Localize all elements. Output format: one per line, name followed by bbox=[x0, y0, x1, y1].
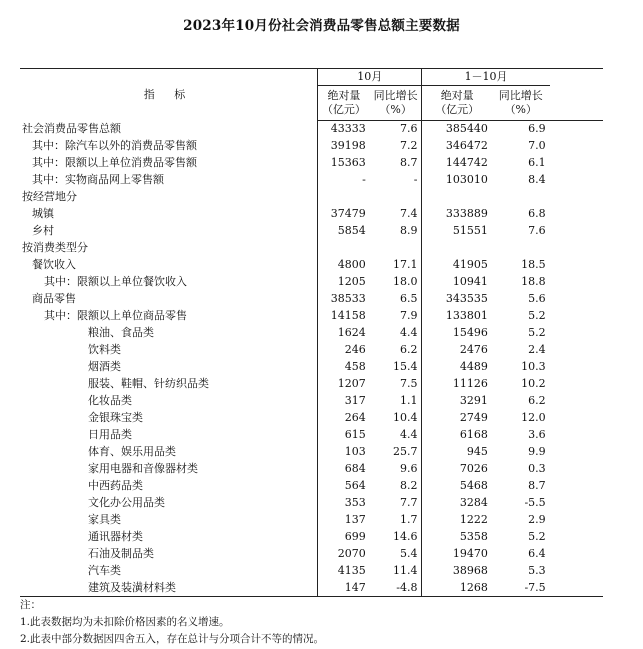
cum-yoy-value: 5.2 bbox=[528, 326, 546, 339]
cum-yoy-value: 6.9 bbox=[528, 122, 546, 136]
month-abs-value: 14158 bbox=[330, 309, 366, 322]
table-row bbox=[20, 495, 603, 512]
cum-abs-value: 945 bbox=[422, 444, 492, 461]
cum-yoy-value: 2.9 bbox=[528, 513, 546, 526]
row-label: 家具类 bbox=[20, 512, 318, 529]
cum-yoy-value: 6.8 bbox=[528, 207, 546, 220]
month-abs-value: 103 bbox=[344, 445, 366, 458]
cum-yoy-value: 8.7 bbox=[528, 479, 546, 492]
month-yoy-value: 7.9 bbox=[399, 309, 418, 322]
month-abs-value: 264 bbox=[344, 411, 366, 424]
month-yoy-value bbox=[370, 240, 422, 257]
month-header: 10月 bbox=[318, 69, 422, 86]
month-yoy-value: 9.6 bbox=[399, 462, 418, 475]
row-label: 按消费类型分 bbox=[20, 240, 318, 257]
cum-yoy-value: 18.5 bbox=[521, 258, 546, 271]
cum-abs-value: 41905 bbox=[422, 257, 492, 274]
cum-yoy-value: 8.4 bbox=[528, 173, 546, 186]
month-abs-value: 4800 bbox=[337, 258, 366, 271]
cum-abs-value: 2749 bbox=[422, 410, 492, 427]
row-label: 家用电器和音像器材类 bbox=[20, 461, 318, 478]
cum-yoy-value: 5.2 bbox=[528, 530, 546, 543]
cum-abs-value: 1268 bbox=[422, 580, 492, 597]
table-row bbox=[20, 427, 603, 444]
cum-abs-value: 333889 bbox=[422, 206, 492, 223]
month-yoy-value: 17.1 bbox=[392, 258, 418, 271]
cum-abs-value bbox=[422, 240, 492, 257]
row-label: 化妆品类 bbox=[20, 393, 318, 410]
row-label: 其中：除汽车以外的消费品零售额 bbox=[20, 138, 318, 155]
table-row bbox=[20, 410, 603, 427]
month-yoy-value: 4.4 bbox=[399, 326, 418, 339]
cum-abs-value: 103010 bbox=[422, 172, 492, 189]
cumulative-header: 1－10月 bbox=[422, 69, 550, 86]
row-label: 粮油、食品类 bbox=[20, 325, 318, 342]
row-label: 建筑及装潢材料类 bbox=[20, 580, 318, 597]
table-row bbox=[20, 461, 603, 478]
table-row bbox=[20, 291, 603, 308]
month-abs-value: 699 bbox=[344, 530, 366, 543]
cum-yoy-header: 同比增长 （%） bbox=[492, 86, 550, 121]
cum-yoy-value: 2.4 bbox=[528, 343, 546, 356]
month-abs-value: 684 bbox=[344, 462, 366, 475]
month-abs-value: 1207 bbox=[337, 377, 366, 390]
cum-yoy-value: 6.4 bbox=[528, 547, 546, 560]
cum-abs-value: 7026 bbox=[422, 461, 492, 478]
table-row bbox=[20, 359, 603, 376]
cum-yoy-value bbox=[492, 240, 550, 257]
row-label: 服装、鞋帽、针纺织品类 bbox=[20, 376, 318, 393]
month-abs-value: 246 bbox=[344, 343, 366, 356]
month-yoy-value: 25.7 bbox=[392, 445, 418, 458]
cum-yoy-value: 10.2 bbox=[521, 377, 546, 390]
month-abs-value: 37479 bbox=[330, 207, 366, 220]
row-label: 日用品类 bbox=[20, 427, 318, 444]
cum-abs-value: 10941 bbox=[422, 274, 492, 291]
month-abs-value: 39198 bbox=[330, 139, 366, 152]
cum-yoy-value: -7.5 bbox=[492, 580, 550, 597]
month-abs-value: 564 bbox=[344, 479, 366, 492]
month-yoy-header: 同比增长 （%） bbox=[370, 86, 422, 121]
table-row bbox=[20, 342, 603, 359]
table-row bbox=[20, 189, 603, 206]
month-yoy-value: 1.1 bbox=[399, 394, 418, 407]
month-yoy-value: 15.4 bbox=[392, 360, 418, 373]
row-label: 其中：限额以上单位消费品零售额 bbox=[20, 155, 318, 172]
page-title: 2023年10月份社会消费品零售总额主要数据 bbox=[183, 18, 460, 34]
note-item: 2.此表中部分数据因四舍五入，存在总计与分项合计不等的情况。 bbox=[20, 633, 325, 645]
table-row bbox=[20, 376, 603, 393]
month-yoy-value: 10.4 bbox=[392, 411, 418, 424]
retail-sales-table bbox=[20, 68, 603, 597]
cum-abs-value: 144742 bbox=[422, 155, 492, 172]
cum-abs-value: 3291 bbox=[422, 393, 492, 410]
table-row bbox=[20, 512, 603, 529]
notes bbox=[20, 597, 620, 648]
row-label: 体育、娱乐用品类 bbox=[20, 444, 318, 461]
month-yoy-value: 6.2 bbox=[399, 343, 418, 356]
table-row bbox=[20, 580, 603, 597]
month-abs-value: 15363 bbox=[330, 156, 366, 169]
month-abs-value: 353 bbox=[344, 496, 366, 509]
month-yoy-value: 5.4 bbox=[399, 547, 418, 560]
month-abs-value bbox=[318, 189, 370, 206]
table-row bbox=[20, 223, 603, 240]
month-yoy-value: 14.6 bbox=[392, 530, 418, 543]
table-row bbox=[20, 393, 603, 410]
month-yoy-value: 4.4 bbox=[399, 428, 418, 441]
note-item: 1.此表数据均为未扣除价格因素的名义增速。 bbox=[20, 616, 230, 628]
cum-abs-value: 346472 bbox=[422, 138, 492, 155]
month-abs-value: 1205 bbox=[337, 275, 366, 288]
row-label: 其中：限额以上单位商品零售 bbox=[20, 308, 318, 325]
cum-yoy-value: 5.3 bbox=[528, 564, 546, 577]
month-abs-value: 43333 bbox=[330, 122, 366, 136]
cum-yoy-value: 5.6 bbox=[528, 292, 546, 305]
cum-yoy-value: 7.6 bbox=[528, 224, 546, 237]
month-abs-value: 458 bbox=[344, 360, 366, 373]
month-abs-value: 147 bbox=[318, 580, 370, 597]
month-abs-value: 137 bbox=[344, 513, 366, 526]
cum-yoy-value: 0.3 bbox=[528, 462, 546, 475]
month-yoy-value: 7.5 bbox=[399, 377, 418, 390]
month-yoy-value: 7.4 bbox=[399, 207, 418, 220]
month-yoy-value: 6.5 bbox=[399, 292, 418, 305]
table-row bbox=[20, 563, 603, 580]
cum-abs-value: 6168 bbox=[422, 427, 492, 444]
table-row bbox=[20, 308, 603, 325]
table-row bbox=[20, 478, 603, 495]
row-label: 商品零售 bbox=[20, 291, 318, 308]
month-abs-value bbox=[318, 240, 370, 257]
row-label: 其中：限额以上单位餐饮收入 bbox=[20, 274, 318, 291]
month-yoy-value: 18.0 bbox=[392, 275, 418, 288]
cum-abs-value: 385440 bbox=[422, 121, 492, 138]
month-abs-value: 1624 bbox=[337, 326, 366, 339]
month-yoy-value: 11.4 bbox=[392, 564, 418, 577]
row-label: 通讯器材类 bbox=[20, 529, 318, 546]
cum-abs-value: 19470 bbox=[422, 546, 492, 563]
indicator-header: 指 标 bbox=[20, 69, 318, 121]
month-yoy-value: - bbox=[413, 173, 418, 186]
row-label: 饮料类 bbox=[20, 342, 318, 359]
month-abs-value: 38533 bbox=[330, 292, 366, 305]
cum-abs-value: 1222 bbox=[422, 512, 492, 529]
table-row bbox=[20, 240, 603, 257]
cum-abs-value: 343535 bbox=[422, 291, 492, 308]
cum-yoy-value: 3.6 bbox=[528, 428, 546, 441]
month-yoy-value: 8.7 bbox=[399, 156, 418, 169]
month-abs-value: 4135 bbox=[337, 564, 366, 577]
cum-abs-value: 5358 bbox=[422, 529, 492, 546]
table-row bbox=[20, 155, 603, 172]
month-yoy-value: 7.2 bbox=[399, 139, 418, 152]
cum-abs-value: 5468 bbox=[422, 478, 492, 495]
cum-abs-value: 4489 bbox=[422, 359, 492, 376]
table-row bbox=[20, 325, 603, 342]
table-row bbox=[20, 172, 603, 189]
cum-abs-value: 3284 bbox=[422, 495, 492, 512]
month-abs-value: 2070 bbox=[337, 547, 366, 560]
month-abs-value: 5854 bbox=[337, 224, 366, 237]
row-label: 其中：实物商品网上零售额 bbox=[20, 172, 318, 189]
month-abs-value: - bbox=[362, 173, 366, 186]
cum-abs-value: 133801 bbox=[422, 308, 492, 325]
row-label: 城镇 bbox=[20, 206, 318, 223]
row-label: 文化办公用品类 bbox=[20, 495, 318, 512]
table-row bbox=[20, 138, 603, 155]
row-label: 中西药品类 bbox=[20, 478, 318, 495]
table-row bbox=[20, 546, 603, 563]
row-label: 石油及制品类 bbox=[20, 546, 318, 563]
row-label: 汽车类 bbox=[20, 563, 318, 580]
month-abs-header: 绝对量 （亿元） bbox=[318, 86, 370, 121]
month-yoy-value: 1.7 bbox=[399, 513, 418, 526]
cum-yoy-value bbox=[492, 189, 550, 206]
table-row bbox=[20, 206, 603, 223]
cum-abs-header: 绝对量 （亿元） bbox=[422, 86, 492, 121]
cum-abs-value: 15496 bbox=[422, 325, 492, 342]
cum-yoy-value: 9.9 bbox=[528, 445, 546, 458]
row-label: 乡村 bbox=[20, 223, 318, 240]
cum-yoy-value: 5.2 bbox=[528, 309, 546, 322]
table-row bbox=[20, 121, 603, 138]
cum-yoy-value: 6.2 bbox=[528, 394, 546, 407]
cum-yoy-value: 7.0 bbox=[528, 139, 546, 152]
cum-yoy-value: -5.5 bbox=[524, 496, 546, 509]
table-body bbox=[20, 121, 603, 597]
month-yoy-value: 8.2 bbox=[399, 479, 418, 492]
table-row bbox=[20, 444, 603, 461]
cum-abs-value: 2476 bbox=[422, 342, 492, 359]
month-yoy-value: 8.9 bbox=[399, 224, 418, 237]
month-yoy-value bbox=[370, 189, 422, 206]
cum-yoy-value: 18.8 bbox=[521, 275, 546, 288]
month-yoy-value: 7.7 bbox=[399, 496, 418, 509]
month-yoy-value: -4.8 bbox=[370, 580, 422, 597]
cum-abs-value bbox=[422, 189, 492, 206]
cum-yoy-value: 12.0 bbox=[521, 411, 546, 424]
row-label: 社会消费品零售总额 bbox=[20, 121, 318, 138]
table-row bbox=[20, 257, 603, 274]
row-label: 按经营地分 bbox=[20, 189, 318, 206]
table-row bbox=[20, 529, 603, 546]
row-label: 餐饮收入 bbox=[20, 257, 318, 274]
cum-abs-value: 38968 bbox=[422, 563, 492, 580]
notes-heading: 注： bbox=[20, 599, 41, 611]
cum-yoy-value: 6.1 bbox=[528, 156, 546, 169]
cum-abs-value: 11126 bbox=[422, 376, 492, 393]
row-label: 烟酒类 bbox=[20, 359, 318, 376]
month-yoy-value: 7.6 bbox=[399, 122, 418, 136]
row-label: 金银珠宝类 bbox=[20, 410, 318, 427]
cum-yoy-value: 10.3 bbox=[521, 360, 546, 373]
cum-abs-value: 51551 bbox=[422, 223, 492, 240]
table-row bbox=[20, 274, 603, 291]
month-abs-value: 317 bbox=[344, 394, 366, 407]
month-abs-value: 615 bbox=[344, 428, 366, 441]
